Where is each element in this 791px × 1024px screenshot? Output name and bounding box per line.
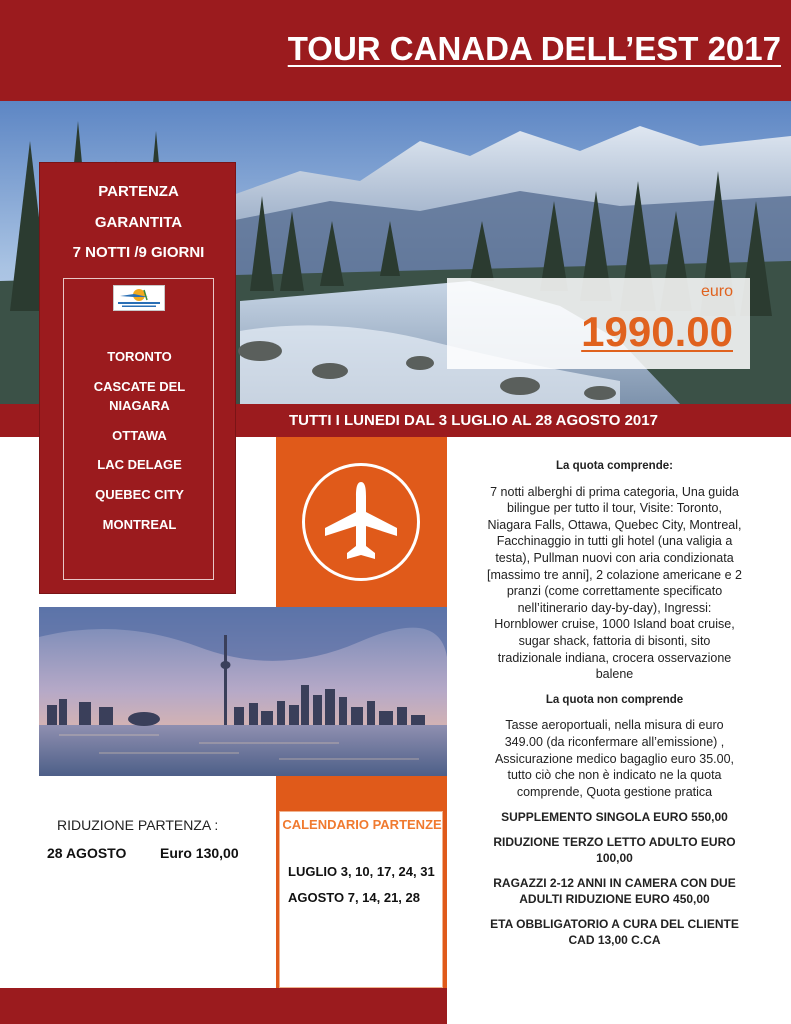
side-panel xyxy=(39,162,236,594)
includes-title: La quota comprende: xyxy=(556,460,673,472)
excludes-title: La quota non comprende xyxy=(545,693,684,706)
price-amount: 1990.00 xyxy=(581,308,733,355)
dates-banner xyxy=(236,404,791,437)
departure-calendar xyxy=(279,811,443,988)
city-toronto: TORONTO xyxy=(107,349,172,364)
calendar-august: AGOSTO 7, 14, 21, 28 xyxy=(288,890,420,905)
excludes-text: Tasse aeroportuali, nella misura di euro 349.00 (da riconfermare all’emissione) , Assicurazione medico bagaglio euro 35.00, tutto ciò che non è indicato ne la quota comprende, Quota gestione pratica xyxy=(494,718,735,799)
supplement-single: SUPPLEMENTO SINGOLA EURO 550,00 xyxy=(501,810,728,825)
city-ottawa: OTTAWA xyxy=(112,428,167,443)
side-line-garantita: GARANTITA xyxy=(94,214,183,231)
city-montreal: MONTREAL xyxy=(102,517,177,532)
price-box xyxy=(447,278,750,369)
city-niagara: CASCATE DEL NIAGARA xyxy=(93,379,186,413)
riduzione-amount: Euro 130,00 xyxy=(160,845,239,861)
riduzione-label: RIDUZIONE PARTENZA : xyxy=(57,817,219,833)
side-line-duration: 7 NOTTI /9 GIORNI xyxy=(72,244,205,261)
riduzione-date: 28 AGOSTO xyxy=(47,845,127,861)
city-quebec: QUEBEC CITY xyxy=(95,487,184,502)
footer-bar xyxy=(0,988,447,1024)
details-column xyxy=(487,458,742,957)
includes-text: 7 notti alberghi di prima categoria, Una guida bilingue per tutto il tour, Visite: Toronto, Niagara Falls, Ottawa, Quebec City, Montreal, Facchinaggio in tutti gli hotel (una valigia a testa), Pullman nuovi con aria condizionata [massimo tre anni], 2 colazione americane e 2 pranzi (come correttamente specificato nell’itinerario day-by-day), Ingressi: Hornblower cruise, 1000 Island boat cruise, sugar shack, fattoria di bisonti, sito tradizionale indiana, crocera osservazione balene xyxy=(487,484,742,682)
calendar-july: LUGLIO 3, 10, 17, 24, 31 xyxy=(288,864,435,879)
calendar-title: CALENDARIO PARTENZE xyxy=(282,817,442,832)
third-bed-reduction: RIDUZIONE TERZO LETTO ADULTO EURO 100,00 xyxy=(493,835,736,866)
page-title: TOUR CANADA DELL’EST 2017 xyxy=(287,30,781,67)
price-currency: euro xyxy=(700,283,733,300)
kids-reduction: RAGAZZI 2-12 ANNI IN CAMERA CON DUE ADULTI RIDUZIONE EURO 450,00 xyxy=(493,876,736,907)
banner-left-stripe xyxy=(0,404,40,437)
side-line-partenza: PARTENZA xyxy=(98,183,179,200)
agency-logo xyxy=(113,285,165,311)
eta-note: ETA OBBLIGATORIO A CURA DEL CLIENTE CAD 13,00 C.CA xyxy=(490,917,739,948)
city-lac-delage: LAC DELAGE xyxy=(97,457,182,472)
airplane-icon xyxy=(302,463,420,581)
itinerary-box xyxy=(63,278,214,580)
dates-banner-text: TUTTI I LUNEDI DAL 3 LUGLIO AL 28 AGOSTO 2017 xyxy=(289,412,658,429)
toronto-skyline-image xyxy=(39,607,447,776)
